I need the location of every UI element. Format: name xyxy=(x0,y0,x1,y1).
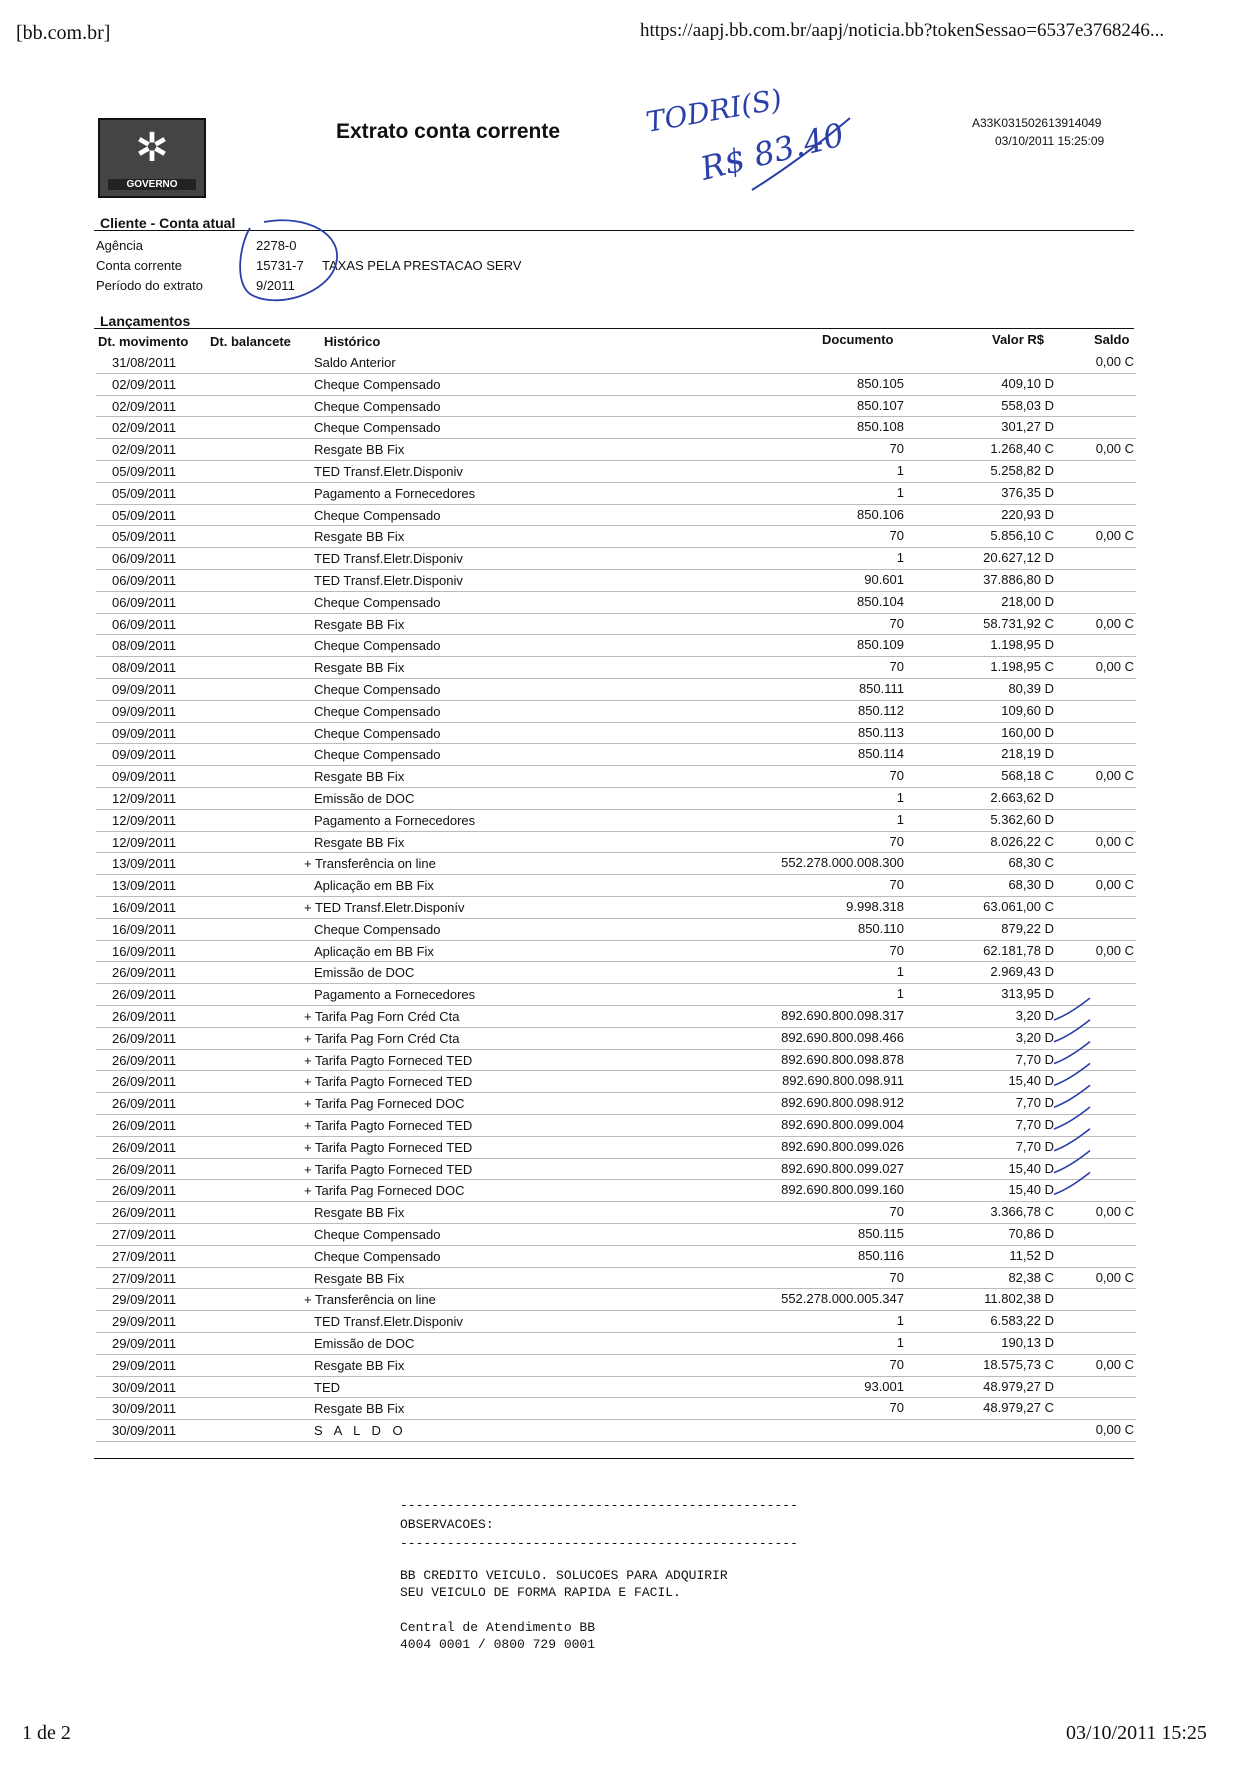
cell-date: 09/09/2011 xyxy=(112,725,177,741)
cell-historico: Resgate BB Fix xyxy=(314,1205,405,1221)
header-dt-movimento: Dt. movimento xyxy=(98,334,189,349)
cell-date: 26/09/2011 xyxy=(112,1161,177,1177)
cell-documento: 850.115 xyxy=(857,1226,904,1241)
cell-documento: 892.690.800.099.027 xyxy=(781,1160,904,1176)
cell-valor: 1.268,40 C xyxy=(990,441,1054,457)
cell-valor: 879,22 D xyxy=(1001,920,1054,936)
cell-historico: TED Transf.Eletr.Disponiv xyxy=(314,551,463,567)
cell-historico: + Tarifa Pagto Forneced TED xyxy=(304,1161,473,1177)
header-valor: Valor R$ xyxy=(992,332,1045,347)
obs-separator-top: --------------------------------------------------- xyxy=(400,1498,798,1513)
cell-date: 05/09/2011 xyxy=(112,464,177,479)
cell-documento: 892.690.800.099.004 xyxy=(781,1117,904,1132)
cell-valor: 376,35 D xyxy=(1001,484,1054,500)
cell-date: 02/09/2011 xyxy=(112,376,177,392)
cell-documento: 70 xyxy=(889,942,904,958)
cell-valor: 3.366,78 C xyxy=(990,1204,1054,1220)
handwritten-circle xyxy=(236,214,346,310)
table-row xyxy=(0,1355,1248,1377)
bb-logo-icon: ✲ xyxy=(135,126,169,170)
cell-date: 31/08/2011 xyxy=(112,355,177,370)
cell-valor: 15,40 D xyxy=(1008,1182,1054,1198)
cell-documento: 1 xyxy=(896,463,904,478)
cell-documento: 70 xyxy=(889,441,904,457)
cell-saldo: 0,00 C xyxy=(1095,833,1134,849)
cell-valor: 218,19 D xyxy=(1001,746,1054,762)
cell-historico: Cheque Compensado xyxy=(314,747,441,763)
cell-date: 30/09/2011 xyxy=(112,1379,177,1395)
table-row xyxy=(0,657,1248,679)
cell-date: 26/09/2011 xyxy=(112,1118,177,1133)
table-row xyxy=(0,897,1248,919)
cell-valor: 558,03 D xyxy=(1001,397,1054,413)
cell-historico: + Tarifa Pag Forneced DOC xyxy=(304,1183,465,1199)
cell-date: 09/09/2011 xyxy=(112,682,177,697)
obs-line-1: BB CREDITO VEICULO. SOLUCOES PARA ADQUIRIR xyxy=(400,1568,728,1583)
cell-valor: 15,40 D xyxy=(1008,1160,1054,1176)
cell-valor: 15,40 D xyxy=(1008,1073,1054,1089)
table-row xyxy=(0,723,1248,745)
row-divider xyxy=(96,1441,1136,1442)
cell-historico: + Tarifa Pagto Forneced TED xyxy=(304,1052,473,1068)
cell-valor: 190,13 D xyxy=(1001,1335,1054,1350)
table-row xyxy=(0,875,1248,897)
cell-date: 27/09/2011 xyxy=(112,1227,177,1242)
handwritten-note xyxy=(640,70,880,200)
cell-valor: 48.979,27 C xyxy=(983,1400,1054,1416)
cell-valor: 6.583,22 D xyxy=(990,1313,1054,1329)
cell-historico: Resgate BB Fix xyxy=(314,616,405,632)
table-row xyxy=(0,635,1248,657)
table-row xyxy=(0,570,1248,592)
cell-date: 26/09/2011 xyxy=(112,1052,177,1068)
cell-documento: 850.105 xyxy=(857,375,904,391)
cell-historico: Resgate BB Fix xyxy=(314,1401,405,1417)
cell-documento: 892.690.800.099.026 xyxy=(781,1138,904,1154)
table-row xyxy=(0,439,1248,461)
cell-documento: 1 xyxy=(896,1313,904,1329)
conta-description: TAXAS PELA PRESTACAO SERV xyxy=(322,258,522,273)
cell-date: 06/09/2011 xyxy=(112,616,177,632)
cell-historico: Cheque Compensado xyxy=(314,725,441,741)
cell-historico: Cheque Compensado xyxy=(314,398,441,414)
cell-documento: 70 xyxy=(889,1269,904,1285)
cell-valor: 2.969,43 D xyxy=(990,964,1054,980)
cell-documento: 850.104 xyxy=(857,593,904,609)
cell-historico: Emissão de DOC xyxy=(314,1336,415,1351)
table-row xyxy=(0,962,1248,984)
cell-valor: 20.627,12 D xyxy=(983,550,1054,566)
logo-text: GOVERNO xyxy=(108,179,196,190)
cell-valor: 301,27 D xyxy=(1001,419,1054,435)
cell-documento: 892.690.800.099.160 xyxy=(781,1182,904,1198)
cell-documento: 850.112 xyxy=(857,702,904,718)
table-row xyxy=(0,788,1248,810)
table-row xyxy=(0,1159,1248,1181)
cell-historico: Resgate BB Fix xyxy=(314,1270,405,1286)
cell-valor: 409,10 D xyxy=(1001,375,1054,391)
handwritten-line-1: TODRI(S) xyxy=(643,82,785,139)
table-row xyxy=(0,1398,1248,1420)
cliente-section-title: Cliente - Conta atual xyxy=(100,215,236,231)
cell-valor: 1.198,95 D xyxy=(990,637,1054,653)
cell-documento: 552.278.000.005.347 xyxy=(781,1291,904,1307)
cell-valor: 63.061,00 C xyxy=(983,899,1054,914)
table-row xyxy=(0,810,1248,832)
cell-valor: 80,39 D xyxy=(1008,681,1054,696)
agencia-label: Agência xyxy=(96,238,143,253)
conta-value: 15731-7 xyxy=(256,258,304,273)
cell-valor: 7,70 D xyxy=(1015,1095,1054,1111)
reference-code: A33K031502613914049 xyxy=(972,116,1102,130)
cell-documento: 850.114 xyxy=(857,746,904,762)
cell-date: 09/09/2011 xyxy=(112,769,177,785)
cell-historico: + Tarifa Pagto Forneced TED xyxy=(304,1139,473,1155)
cell-historico: + Tarifa Pagto Forneced TED xyxy=(304,1074,473,1090)
table-row xyxy=(0,1377,1248,1399)
cell-date: 02/09/2011 xyxy=(112,420,177,436)
cell-documento: 90.601 xyxy=(864,572,904,587)
table-row xyxy=(0,1006,1248,1028)
table-row xyxy=(0,396,1248,418)
table-row xyxy=(0,1268,1248,1290)
table-row xyxy=(0,1028,1248,1050)
conta-label: Conta corrente xyxy=(96,258,182,273)
cell-historico: Cheque Compensado xyxy=(314,420,441,436)
table-row xyxy=(0,853,1248,875)
cell-valor: 5.258,82 D xyxy=(990,463,1054,478)
cell-documento: 70 xyxy=(889,1356,904,1372)
cell-historico: Cheque Compensado xyxy=(314,1227,441,1242)
cell-documento: 892.690.800.098.912 xyxy=(781,1095,904,1111)
cell-historico: Aplicação em BB Fix xyxy=(314,878,434,894)
cell-documento: 1 xyxy=(896,790,904,805)
cell-valor: 11,52 D xyxy=(1009,1247,1054,1263)
cell-valor: 37.886,80 D xyxy=(983,572,1054,587)
cell-historico: + Transferência on line xyxy=(304,1292,436,1308)
cell-documento: 892.690.800.098.911 xyxy=(782,1073,904,1089)
cell-date: 09/09/2011 xyxy=(112,747,177,763)
cell-historico: Resgate BB Fix xyxy=(314,1357,405,1373)
cell-documento: 70 xyxy=(889,659,904,675)
cell-historico: Cheque Compensado xyxy=(314,507,441,523)
cell-date: 13/09/2011 xyxy=(112,878,177,894)
cell-documento: 850.108 xyxy=(857,419,904,435)
cell-valor: 18.575,73 C xyxy=(983,1356,1054,1372)
table-row xyxy=(0,1202,1248,1224)
table-row xyxy=(0,984,1248,1006)
cell-date: 26/09/2011 xyxy=(112,1074,177,1090)
cell-date: 12/09/2011 xyxy=(112,791,177,806)
cell-valor: 82,38 C xyxy=(1008,1269,1054,1285)
cell-documento: 892.690.800.098.466 xyxy=(781,1029,904,1045)
cell-valor: 5.362,60 D xyxy=(990,811,1054,827)
cell-date: 06/09/2011 xyxy=(112,573,177,588)
cell-documento: 892.690.800.098.317 xyxy=(781,1008,904,1023)
cell-historico: Cheque Compensado xyxy=(314,1248,441,1264)
cell-valor: 109,60 D xyxy=(1001,702,1054,718)
cell-date: 08/09/2011 xyxy=(112,660,177,676)
table-row xyxy=(0,1180,1248,1202)
cell-date: 02/09/2011 xyxy=(112,398,177,414)
cell-historico: + TED Transf.Eletr.Disponív xyxy=(304,900,465,915)
cell-documento: 850.113 xyxy=(857,724,904,740)
cell-date: 05/09/2011 xyxy=(112,485,177,501)
cell-valor: 2.663,62 D xyxy=(990,790,1054,805)
cell-date: 26/09/2011 xyxy=(112,987,177,1003)
cell-documento: 70 xyxy=(889,615,904,631)
table-row xyxy=(0,461,1248,483)
cell-historico: + Tarifa Pag Forneced DOC xyxy=(304,1096,465,1112)
cell-documento: 70 xyxy=(889,1400,904,1416)
table-row xyxy=(0,483,1248,505)
cell-documento: 1 xyxy=(896,1335,904,1350)
cell-documento: 850.109 xyxy=(857,637,904,653)
cell-valor: 218,00 D xyxy=(1001,593,1054,609)
cell-historico: S A L D O xyxy=(314,1423,407,1439)
cell-saldo: 0,00 C xyxy=(1095,1356,1134,1372)
cell-date: 30/09/2011 xyxy=(112,1401,177,1417)
table-row xyxy=(0,352,1248,374)
cell-historico: + Tarifa Pag Forn Créd Cta xyxy=(304,1030,460,1046)
cell-documento: 1 xyxy=(896,550,904,566)
cell-saldo: 0,00 C xyxy=(1095,768,1134,784)
cell-date: 26/09/2011 xyxy=(112,1139,177,1155)
cell-date: 02/09/2011 xyxy=(112,442,177,458)
cell-saldo: 0,00 C xyxy=(1095,441,1134,457)
cell-valor: 220,93 D xyxy=(1001,506,1054,522)
obs-separator-bottom: --------------------------------------------------- xyxy=(400,1536,798,1551)
cell-date: 26/09/2011 xyxy=(112,1009,177,1024)
cell-historico: Pagamento a Fornecedores xyxy=(314,812,476,828)
table-row xyxy=(0,1246,1248,1268)
table-row xyxy=(0,614,1248,636)
table-row xyxy=(0,526,1248,548)
cell-historico: TED xyxy=(314,1379,340,1395)
cell-historico: Resgate BB Fix xyxy=(314,442,405,458)
cell-valor: 48.979,27 D xyxy=(983,1378,1054,1394)
table-row xyxy=(0,1115,1248,1137)
table-row xyxy=(0,941,1248,963)
cell-historico: Aplicação em BB Fix xyxy=(314,943,434,959)
cell-date: 12/09/2011 xyxy=(112,834,177,850)
cell-documento: 70 xyxy=(889,768,904,784)
cell-valor: 3,20 D xyxy=(1015,1008,1054,1023)
cell-historico: + Tarifa Pag Forn Créd Cta xyxy=(304,1009,460,1024)
cell-historico: Pagamento a Fornecedores xyxy=(314,987,476,1003)
cell-date: 13/09/2011 xyxy=(112,856,177,872)
lancamentos-section-title: Lançamentos xyxy=(100,313,191,329)
cell-documento: 1 xyxy=(896,811,904,827)
header-documento: Documento xyxy=(822,332,894,347)
table-row xyxy=(0,1224,1248,1246)
header-saldo: Saldo xyxy=(1094,332,1130,347)
table-row xyxy=(0,1311,1248,1333)
cell-historico: Saldo Anterior xyxy=(314,355,396,370)
cell-saldo: 0,00 C xyxy=(1095,659,1134,675)
obs-central: Central de Atendimento BB xyxy=(400,1620,596,1635)
page-title: Extrato conta corrente xyxy=(336,120,561,143)
cell-date: 27/09/2011 xyxy=(112,1270,177,1286)
cell-documento: 552.278.000.008.300 xyxy=(781,855,904,871)
cell-date: 05/09/2011 xyxy=(112,507,177,523)
header-historico: Histórico xyxy=(324,334,381,349)
cell-valor: 568,18 C xyxy=(1001,768,1054,784)
cell-documento: 850.110 xyxy=(857,920,904,936)
cell-historico: Resgate BB Fix xyxy=(314,834,405,850)
cell-historico: Pagamento a Fornecedores xyxy=(314,485,476,501)
cell-date: 26/09/2011 xyxy=(112,1205,177,1221)
cell-documento: 850.107 xyxy=(857,397,904,413)
cell-historico: TED Transf.Eletr.Disponiv xyxy=(314,464,463,479)
cell-documento: 1 xyxy=(896,964,904,980)
cell-documento: 93.001 xyxy=(864,1378,904,1394)
cell-historico: TED Transf.Eletr.Disponiv xyxy=(314,573,463,588)
cell-documento: 1 xyxy=(896,484,904,500)
cell-date: 29/09/2011 xyxy=(112,1336,177,1351)
cell-date: 29/09/2011 xyxy=(112,1357,177,1373)
table-row xyxy=(0,744,1248,766)
obs-label: OBSERVACOES: xyxy=(400,1517,494,1532)
cell-date: 26/09/2011 xyxy=(112,1096,177,1112)
cell-saldo: 0,00 C xyxy=(1095,1422,1134,1438)
cell-valor: 7,70 D xyxy=(1015,1051,1054,1067)
cell-saldo: 0,00 C xyxy=(1095,1269,1134,1285)
cell-documento: 850.116 xyxy=(857,1247,904,1263)
table-row xyxy=(0,832,1248,854)
cell-documento: 70 xyxy=(889,528,904,544)
cell-historico: Cheque Compensado xyxy=(314,703,441,719)
cell-date: 30/09/2011 xyxy=(112,1423,177,1439)
cell-date: 08/09/2011 xyxy=(112,638,177,654)
cell-documento: 850.111 xyxy=(858,681,904,696)
cell-saldo: 0,00 C xyxy=(1095,877,1134,893)
cell-valor: 7,70 D xyxy=(1015,1138,1054,1154)
cell-valor: 68,30 D xyxy=(1008,877,1054,893)
table-row xyxy=(0,592,1248,614)
cell-historico: Cheque Compensado xyxy=(314,921,441,937)
cell-historico: Emissão de DOC xyxy=(314,965,415,981)
table-row xyxy=(0,1093,1248,1115)
cell-historico: Resgate BB Fix xyxy=(314,529,405,545)
cell-documento: 9.998.318 xyxy=(846,899,904,914)
cell-historico: Resgate BB Fix xyxy=(314,660,405,676)
cell-valor: 62.181,78 D xyxy=(983,942,1054,958)
cell-documento: 70 xyxy=(889,833,904,849)
cell-valor: 70,86 D xyxy=(1008,1226,1054,1241)
table-row xyxy=(0,548,1248,570)
header-dt-balancete: Dt. balancete xyxy=(210,334,291,349)
cell-documento: 850.106 xyxy=(857,506,904,522)
cell-documento: 1 xyxy=(896,986,904,1002)
cell-valor: 58.731,92 C xyxy=(983,615,1054,631)
table-row xyxy=(0,1333,1248,1355)
cell-date: 05/09/2011 xyxy=(112,529,177,545)
statement-datetime: 03/10/2011 15:25:09 xyxy=(995,134,1105,148)
cell-saldo: 0,00 C xyxy=(1095,528,1134,544)
table-row xyxy=(0,919,1248,941)
cell-documento: 70 xyxy=(889,877,904,893)
table-row xyxy=(0,417,1248,439)
cell-valor: 160,00 D xyxy=(1001,724,1054,740)
cell-valor: 11.802,38 D xyxy=(984,1291,1054,1307)
divider xyxy=(94,328,1134,329)
footer-datetime: 03/10/2011 15:25 xyxy=(1066,1722,1207,1744)
cell-saldo: 0,00 C xyxy=(1095,1204,1134,1220)
bank-logo xyxy=(98,118,206,198)
cell-saldo: 0,00 C xyxy=(1095,615,1134,631)
obs-phones: 4004 0001 / 0800 729 0001 xyxy=(400,1637,596,1652)
cell-historico: Cheque Compensado xyxy=(314,682,441,697)
cell-date: 16/09/2011 xyxy=(112,943,177,959)
cell-date: 06/09/2011 xyxy=(112,594,177,610)
cell-historico: TED Transf.Eletr.Disponiv xyxy=(314,1314,463,1330)
table-row xyxy=(0,1071,1248,1093)
cell-date: 26/09/2011 xyxy=(112,1030,177,1046)
cell-date: 06/09/2011 xyxy=(112,551,177,567)
cell-historico: + Transferência on line xyxy=(304,856,436,872)
cell-valor: 5.856,10 C xyxy=(990,528,1054,544)
cell-date: 16/09/2011 xyxy=(112,921,177,937)
cell-historico: Cheque Compensado xyxy=(314,594,441,610)
cell-date: 29/09/2011 xyxy=(112,1292,177,1308)
table-row xyxy=(0,374,1248,396)
cell-documento: 892.690.800.098.878 xyxy=(781,1051,904,1067)
cell-date: 29/09/2011 xyxy=(112,1314,177,1330)
handwritten-line-2: R$ 83.40 xyxy=(696,115,848,188)
cell-saldo: 0,00 C xyxy=(1095,354,1134,369)
table-row xyxy=(0,505,1248,527)
cell-date: 09/09/2011 xyxy=(112,703,177,719)
cell-historico: Emissão de DOC xyxy=(314,791,415,806)
cell-historico: + Tarifa Pagto Forneced TED xyxy=(304,1118,473,1133)
cell-date: 26/09/2011 xyxy=(112,1183,177,1199)
table-row xyxy=(0,701,1248,723)
periodo-label: Período do extrato xyxy=(96,278,203,293)
cell-date: 26/09/2011 xyxy=(112,965,177,981)
periodo-value: 9/2011 xyxy=(256,278,295,293)
table-row xyxy=(0,766,1248,788)
cell-valor: 8.026,22 C xyxy=(990,833,1054,849)
page-number: 1 de 2 xyxy=(22,1722,71,1744)
cell-date: 27/09/2011 xyxy=(112,1248,177,1264)
divider xyxy=(94,1458,1134,1459)
site-label: [bb.com.br] xyxy=(16,22,111,44)
cell-date: 16/09/2011 xyxy=(112,900,177,915)
table-row xyxy=(0,679,1248,701)
cell-valor: 7,70 D xyxy=(1015,1117,1054,1132)
agencia-value: 2278-0 xyxy=(256,238,297,253)
table-row xyxy=(0,1137,1248,1159)
page-url: https://aapj.bb.com.br/aapj/noticia.bb?tokenSessao=6537e3768246... xyxy=(640,20,1165,41)
cell-valor: 68,30 C xyxy=(1008,855,1054,871)
table-row xyxy=(0,1289,1248,1311)
cell-historico: Cheque Compensado xyxy=(314,376,441,392)
cell-date: 12/09/2011 xyxy=(112,812,177,828)
obs-line-2: SEU VEICULO DE FORMA RAPIDA E FACIL. xyxy=(400,1585,681,1600)
table-row xyxy=(0,1050,1248,1072)
cell-valor: 313,95 D xyxy=(1001,986,1054,1002)
cell-documento: 70 xyxy=(889,1204,904,1220)
cell-valor: 3,20 D xyxy=(1015,1029,1054,1045)
cell-historico: Cheque Compensado xyxy=(314,638,441,654)
cell-saldo: 0,00 C xyxy=(1095,942,1134,958)
table-row xyxy=(0,1420,1248,1442)
cell-historico: Resgate BB Fix xyxy=(314,769,405,785)
cell-valor: 1.198,95 C xyxy=(990,659,1054,675)
